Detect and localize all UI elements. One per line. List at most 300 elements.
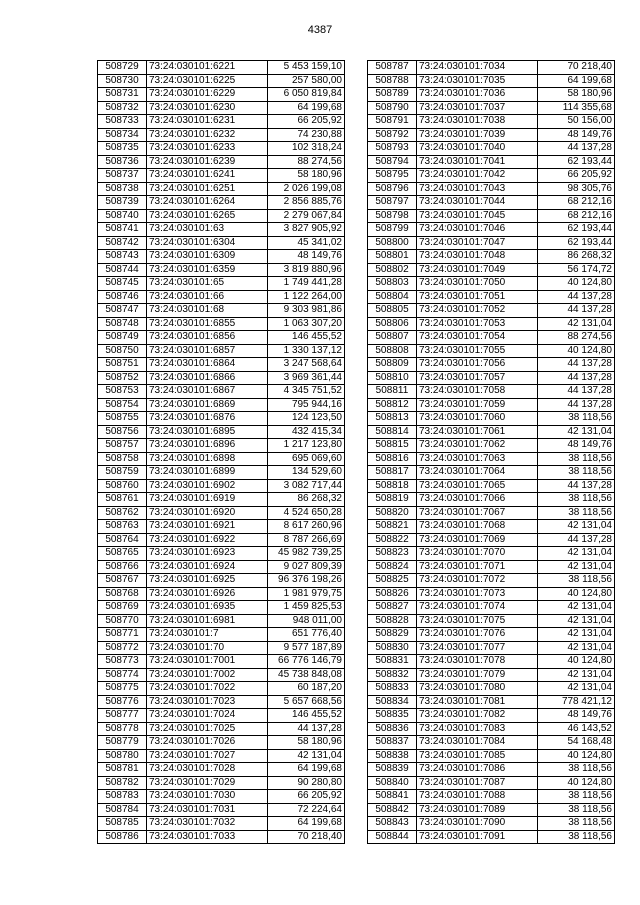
row-number-cell: 508780 [98,749,147,763]
table-row [368,574,615,588]
cadastral-number-cell: 73:24:030101:7079 [417,668,538,682]
cadastral-value-cell: 38 118,56 [538,763,615,777]
cadastral-number-cell: 73:24:030101:6233 [147,142,268,156]
cadastral-value-cell: 9 027 809,39 [268,560,345,574]
row-number-cell: 508736 [98,155,147,169]
table-row [368,250,615,264]
cadastral-value-cell: 58 180,96 [538,88,615,102]
cadastral-number-cell: 73:24:030101:6309 [147,250,268,264]
row-number-cell: 508797 [368,196,417,210]
table-row [98,317,345,331]
cadastral-number-cell: 73:24:030101:7086 [417,763,538,777]
row-number-cell: 508779 [98,736,147,750]
row-number-cell: 508733 [98,115,147,129]
row-number-cell: 508815 [368,439,417,453]
table-row [368,520,615,534]
table-row [98,209,345,223]
cadastral-value-cell: 45 738 848,08 [268,668,345,682]
cadastral-number-cell: 73:24:030101:6923 [147,547,268,561]
cadastral-number-cell: 73:24:030101:7080 [417,682,538,696]
cadastral-value-cell: 72 224,64 [268,803,345,817]
cadastral-value-cell: 948 011,00 [268,614,345,628]
cadastral-value-cell: 134 529,60 [268,466,345,480]
cadastral-number-cell: 73:24:030101:7056 [417,358,538,372]
row-number-cell: 508817 [368,466,417,480]
row-number-cell: 508785 [98,817,147,831]
row-number-cell: 508832 [368,668,417,682]
row-number-cell: 508829 [368,628,417,642]
cadastral-value-cell: 778 421,12 [538,695,615,709]
row-number-cell: 508766 [98,560,147,574]
cadastral-value-cell: 795 944,16 [268,398,345,412]
table-row [368,641,615,655]
row-number-cell: 508831 [368,655,417,669]
cadastral-number-cell: 73:24:030101:7085 [417,749,538,763]
table-row [98,817,345,831]
row-number-cell: 508752 [98,371,147,385]
cadastral-value-cell: 58 180,96 [268,169,345,183]
table-row [98,142,345,156]
table-row [98,493,345,507]
cadastral-number-cell: 73:24:030101:7089 [417,803,538,817]
cadastral-value-cell: 38 118,56 [538,803,615,817]
table-row [98,641,345,655]
cadastral-value-cell: 68 212,16 [538,196,615,210]
cadastral-value-cell: 44 137,28 [538,533,615,547]
cadastral-number-cell: 73:24:030101:7029 [147,776,268,790]
row-number-cell: 508777 [98,709,147,723]
cadastral-value-cell: 124 123,50 [268,412,345,426]
cadastral-number-cell: 73:24:030101:7033 [147,830,268,844]
cadastral-value-cell: 70 218,40 [538,61,615,75]
row-number-cell: 508827 [368,601,417,615]
cadastral-number-cell: 73:24:030101:65 [147,277,268,291]
row-number-cell: 508774 [98,668,147,682]
row-number-cell: 508737 [98,169,147,183]
table-row [98,709,345,723]
cadastral-number-cell: 73:24:030101:7073 [417,587,538,601]
cadastral-number-cell: 73:24:030101:6251 [147,182,268,196]
cadastral-value-cell: 44 137,28 [538,304,615,318]
cadastral-number-cell: 73:24:030101:6304 [147,236,268,250]
cadastral-number-cell: 73:24:030101:7041 [417,155,538,169]
row-number-cell: 508791 [368,115,417,129]
cadastral-value-cell: 38 118,56 [538,790,615,804]
table-row [368,142,615,156]
cadastral-number-cell: 73:24:030101:7037 [417,101,538,115]
row-number-cell: 508804 [368,290,417,304]
cadastral-value-cell: 1 749 441,28 [268,277,345,291]
table-row [368,155,615,169]
cadastral-number-cell: 73:24:030101:7030 [147,790,268,804]
cadastral-number-cell: 73:24:030101:6869 [147,398,268,412]
table-row [368,182,615,196]
cadastral-value-cell: 146 455,52 [268,709,345,723]
cadastral-value-cell: 42 131,04 [538,547,615,561]
page-number: 4387 [307,24,333,36]
cadastral-number-cell: 73:24:030101:7036 [417,88,538,102]
row-number-cell: 508778 [98,722,147,736]
row-number-cell: 508786 [98,830,147,844]
table-row [98,736,345,750]
table-row [98,412,345,426]
table-row [368,317,615,331]
cadastral-number-cell: 73:24:030101:7043 [417,182,538,196]
cadastral-number-cell: 73:24:030101:70 [147,641,268,655]
row-number-cell: 508810 [368,371,417,385]
table-row [98,398,345,412]
row-number-cell: 508771 [98,628,147,642]
table-row [368,479,615,493]
table-row [368,209,615,223]
cadastral-number-cell: 73:24:030101:6264 [147,196,268,210]
table-row [98,358,345,372]
table-row [98,547,345,561]
cadastral-number-cell: 73:24:030101:6225 [147,74,268,88]
cadastral-number-cell: 73:24:030101:7063 [417,452,538,466]
cadastral-value-cell: 1 063 307,20 [268,317,345,331]
table-row [368,358,615,372]
cadastral-value-cell: 66 205,92 [538,169,615,183]
table-row [98,520,345,534]
table-row [368,263,615,277]
cadastral-number-cell: 73:24:030101:7087 [417,776,538,790]
row-number-cell: 508757 [98,439,147,453]
table-row [98,439,345,453]
cadastral-value-cell: 1 330 137,12 [268,344,345,358]
cadastral-number-cell: 73:24:030101:6924 [147,560,268,574]
cadastral-number-cell: 73:24:030101:7072 [417,574,538,588]
row-number-cell: 508824 [368,560,417,574]
table-row [368,560,615,574]
cadastral-value-cell: 88 274,56 [268,155,345,169]
row-number-cell: 508833 [368,682,417,696]
row-number-cell: 508788 [368,74,417,88]
cadastral-number-cell: 73:24:030101:7075 [417,614,538,628]
row-number-cell: 508844 [368,830,417,844]
cadastral-number-cell: 73:24:030101:7059 [417,398,538,412]
cadastral-number-cell: 73:24:030101:7045 [417,209,538,223]
cadastral-value-cell: 44 137,28 [538,398,615,412]
cadastral-number-cell: 73:24:030101:7023 [147,695,268,709]
cadastral-number-cell: 73:24:030101:7068 [417,520,538,534]
cadastral-number-cell: 73:24:030101:7050 [417,277,538,291]
cadastral-value-cell: 8 787 266,69 [268,533,345,547]
cadastral-value-cell: 48 149,76 [538,439,615,453]
cadastral-number-cell: 73:24:030101:7027 [147,749,268,763]
cadastral-value-cell: 86 268,32 [268,493,345,507]
cadastral-value-cell: 60 187,20 [268,682,345,696]
row-number-cell: 508769 [98,601,147,615]
cadastral-number-cell: 73:24:030101:7051 [417,290,538,304]
cadastral-value-cell: 62 193,44 [538,236,615,250]
cadastral-value-cell: 42 131,04 [538,668,615,682]
cadastral-number-cell: 73:24:030101:7034 [417,61,538,75]
table-row [368,277,615,291]
cadastral-value-cell: 38 118,56 [538,817,615,831]
table-row [368,439,615,453]
table-row [368,74,615,88]
row-number-cell: 508768 [98,587,147,601]
row-number-cell: 508798 [368,209,417,223]
table-row [368,101,615,115]
cadastral-value-cell: 86 268,32 [538,250,615,264]
cadastral-number-cell: 73:24:030101:7031 [147,803,268,817]
cadastral-number-cell: 73:24:030101:7002 [147,668,268,682]
row-number-cell: 508754 [98,398,147,412]
table-row [368,223,615,237]
cadastral-value-cell: 44 137,28 [538,371,615,385]
table-row [368,169,615,183]
table-row [368,547,615,561]
cadastral-number-cell: 73:24:030101:68 [147,304,268,318]
cadastral-number-cell: 73:24:030101:6922 [147,533,268,547]
cadastral-value-cell: 40 124,80 [538,344,615,358]
table-row [98,574,345,588]
table-row [98,749,345,763]
table-row [98,506,345,520]
table-row [98,371,345,385]
table-row [98,533,345,547]
table-row [368,601,615,615]
row-number-cell: 508826 [368,587,417,601]
cadastral-number-cell: 73:24:030101:6981 [147,614,268,628]
row-number-cell: 508802 [368,263,417,277]
table-row [98,263,345,277]
cadastral-value-cell: 4 524 650,28 [268,506,345,520]
table-row [368,466,615,480]
cadastral-value-cell: 5 453 159,10 [268,61,345,75]
table-row [98,830,345,844]
table-row [368,385,615,399]
table-row [368,709,615,723]
cadastral-value-cell: 42 131,04 [538,641,615,655]
cadastral-number-cell: 73:24:030101:7046 [417,223,538,237]
table-row [368,668,615,682]
table-row [98,128,345,142]
row-number-cell: 508783 [98,790,147,804]
table-row [98,290,345,304]
cadastral-value-cell: 62 193,44 [538,223,615,237]
cadastral-number-cell: 73:24:030101:6898 [147,452,268,466]
cadastral-value-cell: 9 303 981,86 [268,304,345,318]
cadastral-value-cell: 54 168,48 [538,736,615,750]
row-number-cell: 508835 [368,709,417,723]
row-number-cell: 508805 [368,304,417,318]
cadastral-value-cell: 38 118,56 [538,452,615,466]
cadastral-number-cell: 73:24:030101:7024 [147,709,268,723]
table-row [368,128,615,142]
table-row [98,479,345,493]
table-row [98,74,345,88]
row-number-cell: 508842 [368,803,417,817]
cadastral-number-cell: 73:24:030101:7055 [417,344,538,358]
row-number-cell: 508796 [368,182,417,196]
row-number-cell: 508821 [368,520,417,534]
cadastral-number-cell: 73:24:030101:7067 [417,506,538,520]
cadastral-number-cell: 73:24:030101:6926 [147,587,268,601]
row-number-cell: 508809 [368,358,417,372]
cadastral-value-cell: 102 318,24 [268,142,345,156]
cadastral-value-cell: 40 124,80 [538,587,615,601]
row-number-cell: 508729 [98,61,147,75]
cadastral-number-cell: 73:24:030101:7071 [417,560,538,574]
cadastral-number-cell: 73:24:030101:7069 [417,533,538,547]
row-number-cell: 508792 [368,128,417,142]
row-number-cell: 508793 [368,142,417,156]
cadastral-number-cell: 73:24:030101:7060 [417,412,538,426]
table-row [98,223,345,237]
cadastral-number-cell: 73:24:030101:6855 [147,317,268,331]
cadastral-value-cell: 46 143,52 [538,722,615,736]
cadastral-value-cell: 88 274,56 [538,331,615,345]
row-number-cell: 508840 [368,776,417,790]
cadastral-number-cell: 73:24:030101:7049 [417,263,538,277]
cadastral-value-cell: 42 131,04 [538,614,615,628]
cadastral-number-cell: 73:24:030101:7070 [417,547,538,561]
row-number-cell: 508760 [98,479,147,493]
cadastral-value-cell: 1 217 123,80 [268,439,345,453]
row-number-cell: 508838 [368,749,417,763]
cadastral-number-cell: 73:24:030101:6921 [147,520,268,534]
cadastral-number-cell: 73:24:030101:7001 [147,655,268,669]
row-number-cell: 508745 [98,277,147,291]
cadastral-number-cell: 73:24:030101:7065 [417,479,538,493]
cadastral-value-cell: 2 279 067,84 [268,209,345,223]
table-row [368,695,615,709]
row-number-cell: 508819 [368,493,417,507]
cadastral-value-cell: 70 218,40 [268,830,345,844]
row-number-cell: 508748 [98,317,147,331]
table-row [98,452,345,466]
cadastral-number-cell: 73:24:030101:7082 [417,709,538,723]
table-row [368,331,615,345]
cadastral-number-cell: 73:24:030101:7022 [147,682,268,696]
cadastral-value-cell: 114 355,68 [538,101,615,115]
cadastral-value-cell: 1 981 979,75 [268,587,345,601]
cadastral-number-cell: 73:24:030101:6265 [147,209,268,223]
cadastral-value-cell: 40 124,80 [538,655,615,669]
table-row [368,587,615,601]
row-number-cell: 508744 [98,263,147,277]
cadastral-value-cell: 56 174,72 [538,263,615,277]
table-row [98,614,345,628]
table-row [98,88,345,102]
row-number-cell: 508823 [368,547,417,561]
cadastral-number-cell: 73:24:030101:6866 [147,371,268,385]
cadastral-value-cell: 62 193,44 [538,155,615,169]
cadastral-number-cell: 73:24:030101:7028 [147,763,268,777]
cadastral-value-cell: 42 131,04 [538,317,615,331]
cadastral-number-cell: 73:24:030101:6867 [147,385,268,399]
cadastral-value-cell: 44 137,28 [538,479,615,493]
cadastral-value-cell: 96 376 198,26 [268,574,345,588]
row-number-cell: 508751 [98,358,147,372]
row-number-cell: 508800 [368,236,417,250]
cadastral-number-cell: 73:24:030101:7091 [417,830,538,844]
cadastral-number-cell: 73:24:030101:7090 [417,817,538,831]
cadastral-number-cell: 73:24:030101:7084 [417,736,538,750]
row-number-cell: 508843 [368,817,417,831]
row-number-cell: 508772 [98,641,147,655]
cadastral-value-cell: 38 118,56 [538,493,615,507]
cadastral-value-cell: 58 180,96 [268,736,345,750]
table-row [368,304,615,318]
table-row [98,601,345,615]
cadastral-value-cell: 3 082 717,44 [268,479,345,493]
cadastral-value-cell: 4 345 751,52 [268,385,345,399]
table-row [368,196,615,210]
cadastral-number-cell: 73:24:030101:7058 [417,385,538,399]
table-row [368,371,615,385]
row-number-cell: 508746 [98,290,147,304]
table-row [98,169,345,183]
cadastral-number-cell: 73:24:030101:7035 [417,74,538,88]
table-row [98,790,345,804]
row-number-cell: 508739 [98,196,147,210]
cadastral-value-cell: 38 118,56 [538,506,615,520]
table-row [368,115,615,129]
cadastral-number-cell: 73:24:030101:6899 [147,466,268,480]
table-row [368,803,615,817]
table-row [368,776,615,790]
cadastral-value-cell: 42 131,04 [538,425,615,439]
cadastral-number-cell: 73:24:030101:7077 [417,641,538,655]
row-number-cell: 508811 [368,385,417,399]
cadastral-number-cell: 73:24:030101:7025 [147,722,268,736]
cadastral-value-cell: 90 280,80 [268,776,345,790]
cadastral-number-cell: 73:24:030101:7083 [417,722,538,736]
cadastral-value-cell: 695 069,60 [268,452,345,466]
table-row [98,668,345,682]
cadastral-number-cell: 73:24:030101:6239 [147,155,268,169]
row-number-cell: 508803 [368,277,417,291]
cadastral-value-cell: 3 819 880,96 [268,263,345,277]
cadastral-number-cell: 73:24:030101:6230 [147,101,268,115]
cadastral-number-cell: 73:24:030101:6221 [147,61,268,75]
table-row [98,560,345,574]
table-row [368,790,615,804]
cadastral-value-cell: 74 230,88 [268,128,345,142]
table-row [98,344,345,358]
cadastral-value-cell: 38 118,56 [538,412,615,426]
table-row [368,425,615,439]
row-number-cell: 508765 [98,547,147,561]
cadastral-value-cell: 1 122 264,00 [268,290,345,304]
table-row [98,155,345,169]
cadastral-number-cell: 73:24:030101:7061 [417,425,538,439]
cadastral-value-cell: 66 205,92 [268,790,345,804]
cadastral-value-cell: 9 577 187,89 [268,641,345,655]
table-row [368,655,615,669]
cadastral-number-cell: 73:24:030101:6359 [147,263,268,277]
row-number-cell: 508822 [368,533,417,547]
row-number-cell: 508740 [98,209,147,223]
cadastral-number-cell: 73:24:030101:6229 [147,88,268,102]
cadastral-value-cell: 44 137,28 [538,142,615,156]
table-row [368,412,615,426]
cadastral-value-cell: 38 118,56 [538,466,615,480]
cadastral-number-cell: 73:24:030101:6856 [147,331,268,345]
row-number-cell: 508747 [98,304,147,318]
cadastral-number-cell: 73:24:030101:7047 [417,236,538,250]
cadastral-value-cell: 45 982 739,25 [268,547,345,561]
cadastral-value-cell: 45 341,02 [268,236,345,250]
row-number-cell: 508775 [98,682,147,696]
row-number-cell: 508808 [368,344,417,358]
cadastral-number-cell: 73:24:030101:6241 [147,169,268,183]
cadastral-number-cell: 73:24:030101:6896 [147,439,268,453]
